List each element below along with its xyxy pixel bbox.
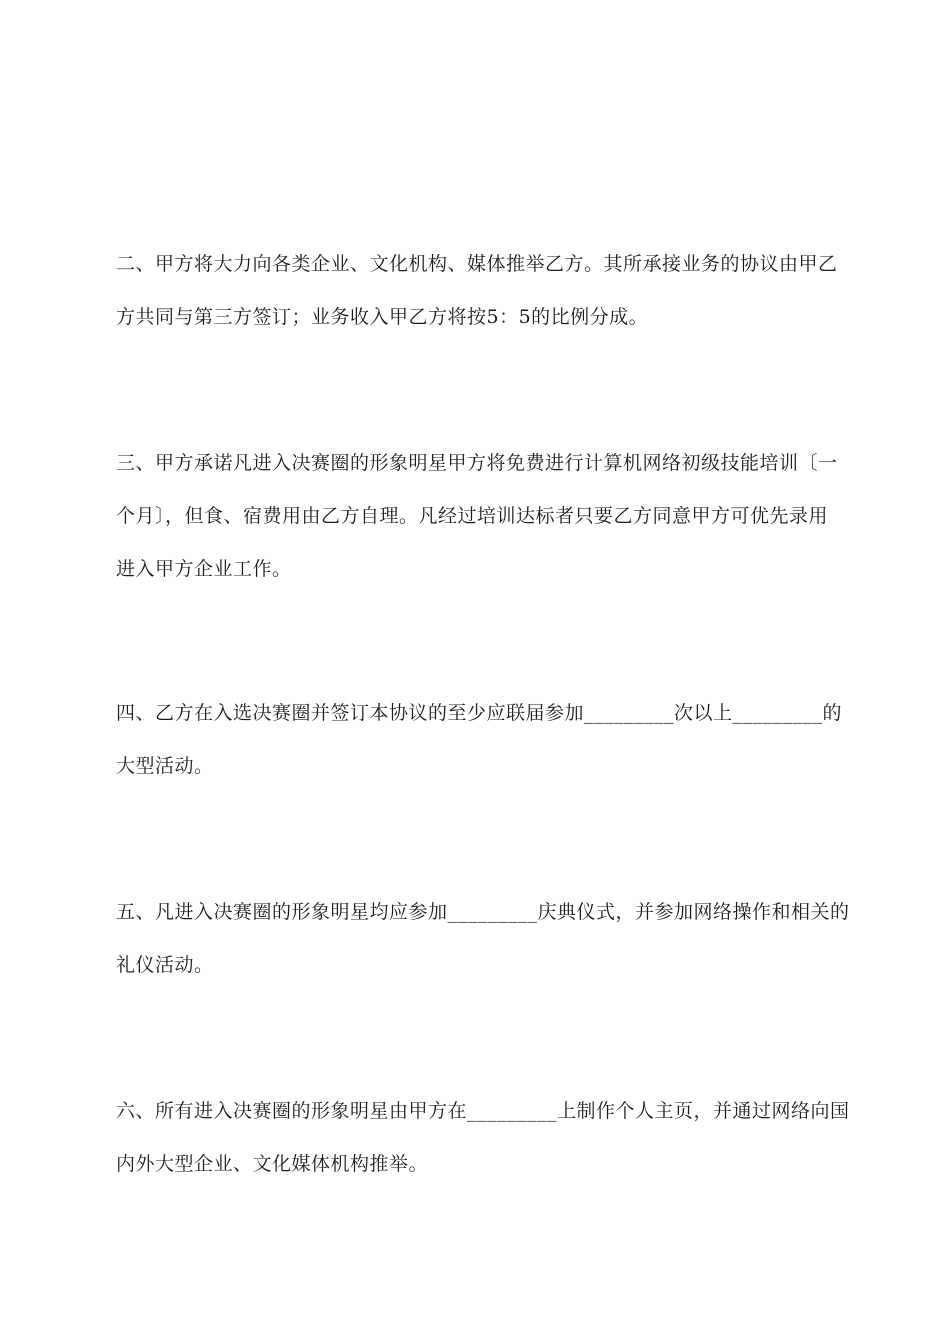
clause-line: 进入甲方企业工作。 — [116, 558, 292, 580]
clause-line: 内外大型企业、文化媒体机构推举。 — [116, 1153, 429, 1175]
clause-line: 二、甲方将大力向各类企业、文化机构、媒体推举乙方。其所承接业务的协议由甲乙 — [116, 253, 838, 275]
clause-4 — [116, 687, 843, 793]
clause-line: 六、所有进入决赛圈的形象明星由甲方在_________上制作个人主页，并通过网络向国 — [116, 1100, 850, 1122]
clause-6 — [116, 1085, 850, 1191]
clause-3 — [116, 437, 838, 596]
clause-line: 三、甲方承诺凡进入决赛圈的形象明星甲方将免费进行计算机网络初级技能培训〔一 — [116, 452, 838, 474]
clause-line: 礼仪活动。 — [116, 954, 214, 976]
clause-line: 四、乙方在入选决赛圈并签订本协议的至少应联届参加_________次以上_________的 — [116, 702, 843, 724]
clause-line: 个月〕，但食、宿费用由乙方自理。凡经过培训达标者只要乙方同意甲方可优先录用 — [116, 505, 829, 527]
clause-line: 方共同与第三方签订；业务收入甲乙方将按5：5的比例分成。 — [116, 306, 649, 328]
clause-line: 五、凡进入决赛圈的形象明星均应参加_________庆典仪式，并参加网络操作和相关的 — [116, 901, 850, 923]
clause-2 — [116, 238, 838, 344]
clause-5 — [116, 886, 850, 992]
clause-line: 大型活动。 — [116, 755, 214, 777]
